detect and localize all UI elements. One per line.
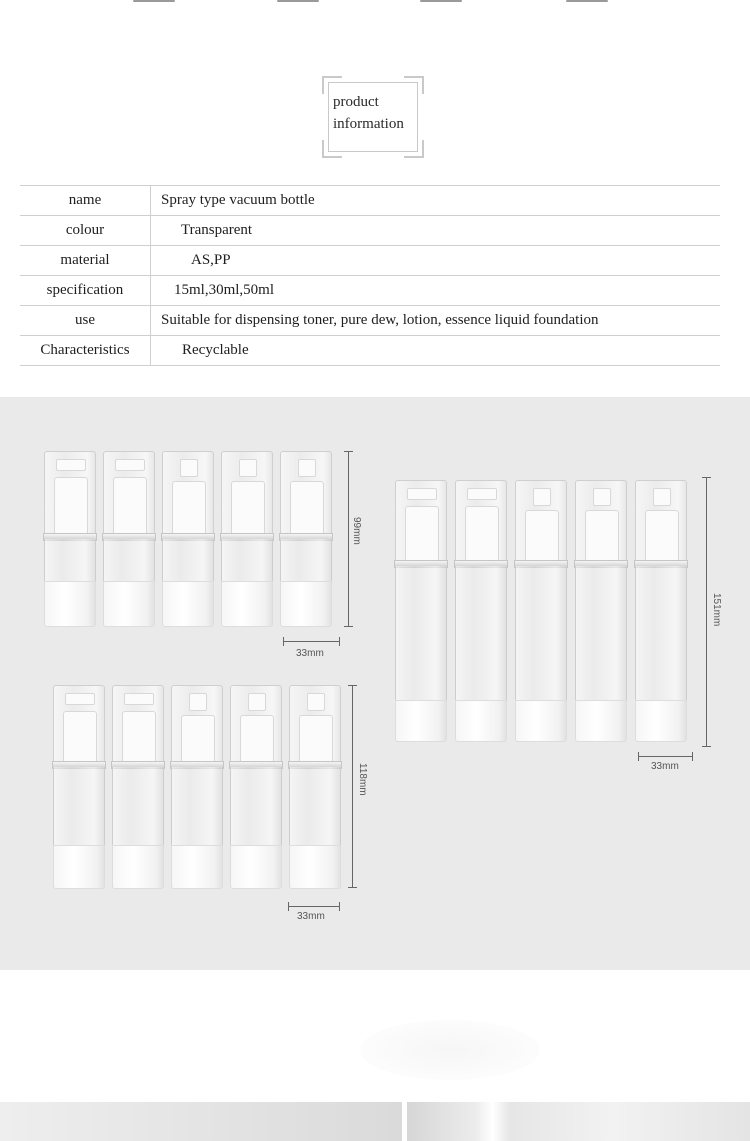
bottle-image [289, 685, 341, 889]
height-dimension-label: 99mm [351, 517, 362, 545]
bottle-image [635, 480, 687, 742]
table-row [20, 306, 720, 336]
product-information-heading [322, 76, 424, 158]
bottle-image [515, 480, 567, 742]
height-dimension-line [348, 451, 349, 627]
height-dimension-label: 118mm [357, 763, 368, 796]
width-dimension-line [288, 906, 340, 907]
bottle-image [455, 480, 507, 742]
spec-value: Recyclable [151, 336, 721, 366]
bottle-image [162, 451, 214, 627]
bottle-image [575, 480, 627, 742]
spec-value: Spray type vacuum bottle [151, 186, 721, 216]
height-dimension-line [352, 685, 353, 888]
spec-key: use [20, 306, 151, 336]
spec-key: name [20, 186, 151, 216]
table-row [20, 246, 720, 276]
table-row [20, 336, 720, 366]
spec-key: Characteristics [20, 336, 151, 366]
height-dimension-line [706, 477, 707, 747]
bottle-image [53, 685, 105, 889]
width-dimension-label: 33mm [297, 911, 325, 922]
bottle-image [230, 685, 282, 889]
width-dimension-line [283, 641, 340, 642]
product-photo-panel [0, 397, 750, 970]
bottle-image [395, 480, 447, 742]
width-dimension-label: 33mm [651, 761, 679, 772]
spec-key: colour [20, 216, 151, 246]
bottle-image [221, 451, 273, 627]
bottle-image [44, 451, 96, 627]
table-row [20, 276, 720, 306]
top-image-fragment [0, 0, 750, 8]
spec-value: Transparent [151, 216, 721, 246]
heading-line-2: information [333, 116, 404, 132]
bottle-image [280, 451, 332, 627]
table-row [20, 216, 720, 246]
spec-key: material [20, 246, 151, 276]
heading-line-1: product [333, 94, 379, 110]
height-dimension-label: 151mm [711, 593, 722, 627]
spec-key: specification [20, 276, 151, 306]
spec-value: AS,PP [151, 246, 721, 276]
bottle-image [112, 685, 164, 889]
bottom-image-fragment [0, 970, 750, 1141]
product-spec-table [20, 185, 720, 366]
width-dimension-line [638, 756, 693, 757]
table-row [20, 186, 720, 216]
bottle-image [103, 451, 155, 627]
spec-value: 15ml,30ml,50ml [151, 276, 721, 306]
width-dimension-label: 33mm [296, 648, 324, 659]
bottle-image [171, 685, 223, 889]
spec-value: Suitable for dispensing toner, pure dew, lotion, essence liquid foundation [151, 306, 721, 336]
